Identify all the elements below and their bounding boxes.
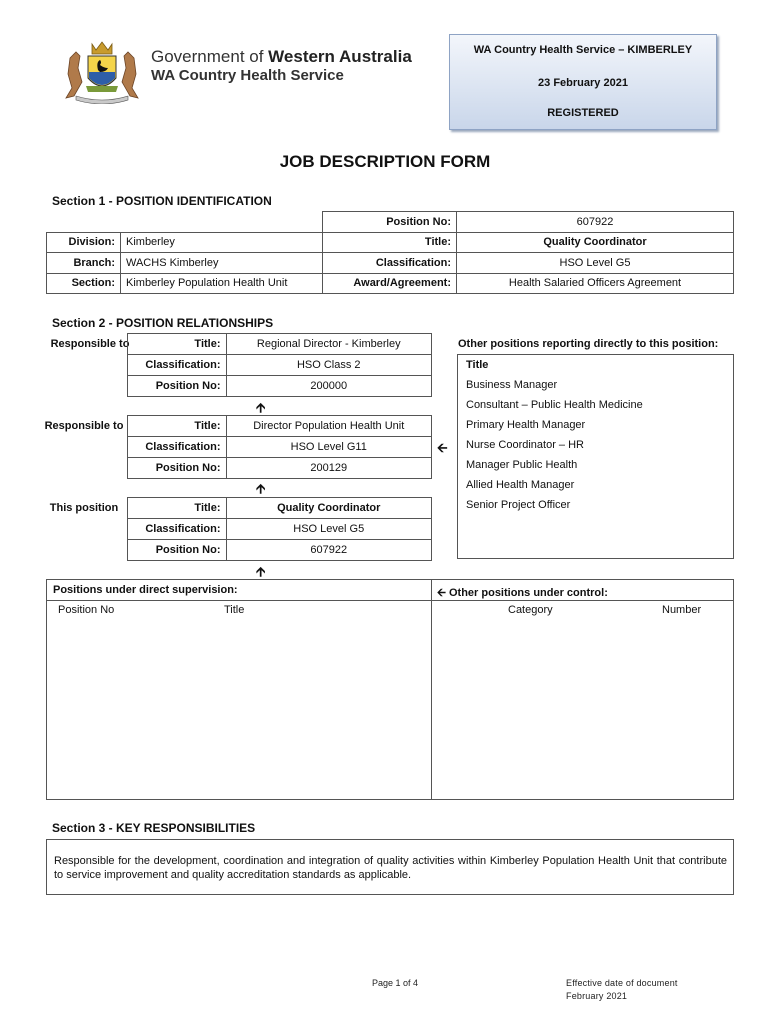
list-item: Senior Project Officer — [466, 499, 571, 511]
other-control-heading: 🡨 Other positions under control: — [437, 587, 608, 599]
rel2-title: Director Population Health Unit — [253, 420, 405, 432]
classification-value: HSO Level G5 — [457, 253, 734, 274]
col-number: Number — [662, 604, 702, 616]
award-value: Health Salaried Officers Agreement — [457, 273, 734, 294]
other-positions-heading: Other positions reporting directly to this position: — [458, 338, 719, 350]
effective-date: Effective date of document February 2021 — [566, 978, 678, 1001]
list-item: Manager Public Health — [466, 459, 578, 471]
position-identification-table — [46, 211, 734, 294]
division-value: Kimberley — [121, 232, 323, 253]
relationship-box-3: Title: Quality Coordinator Classification: HSO Level G5 Position No: 607922 — [127, 497, 432, 561]
rel3-title: Quality Coordinator — [277, 502, 381, 514]
page-number: Page 1 of 4 — [372, 978, 419, 988]
arrow-up-icon: 🡩 — [256, 400, 266, 415]
position-no-label: Position No: — [323, 212, 457, 233]
section1-title: Section 1 - POSITION IDENTIFICATION — [52, 194, 272, 208]
other-positions-col-title: Title — [466, 359, 489, 371]
stamp-service: WA Country Health Service – KIMBERLEY — [473, 44, 693, 56]
other-positions-box — [457, 354, 734, 559]
rel2-classification: HSO Level G11 — [226, 437, 431, 458]
responsible-to-label-1: Responsible to — [50, 338, 130, 350]
government-name: Government of Western Australia — [151, 47, 412, 66]
col-position-no: Position No — [58, 604, 115, 616]
rel3-position-no: 607922 — [226, 539, 431, 560]
key-responsibilities-text: Responsible for the development, coordination and integration of quality activities within Kimberley Population Health Unit that contribute to service improvement and quality accreditation standards as applicable. — [46, 839, 734, 895]
col-title: Title — [224, 604, 245, 616]
rel1-position-no: 200000 — [226, 375, 431, 396]
form-title: JOB DESCRIPTION FORM — [279, 152, 491, 171]
award-label: Award/Agreement: — [323, 273, 457, 294]
title-value: Quality Coordinator — [457, 232, 734, 253]
list-item: Primary Health Manager — [466, 419, 586, 431]
division-label: Division: — [47, 232, 121, 253]
list-item: Business Manager — [466, 379, 558, 391]
arrow-up-icon: 🡩 — [256, 481, 266, 496]
rel1-title: Regional Director - Kimberley — [256, 338, 401, 350]
service-name: WA Country Health Service — [151, 67, 344, 84]
rel3-classification: HSO Level G5 — [226, 519, 431, 540]
rel1-classification: HSO Class 2 — [226, 355, 431, 376]
arrow-up-icon: 🡩 — [256, 564, 266, 579]
arrow-left-icon: 🡨 — [437, 440, 448, 455]
col-category: Category — [508, 604, 553, 616]
section3-title: Section 3 - KEY RESPONSIBILITIES — [52, 821, 256, 835]
list-item: Allied Health Manager — [466, 479, 575, 491]
section-label: Section: — [47, 273, 121, 294]
section-value: Kimberley Population Health Unit — [121, 273, 323, 294]
branch-value: WACHS Kimberley — [121, 253, 323, 274]
branch-label: Branch: — [47, 253, 121, 274]
relationship-box-2: Title: Director Population Health Unit Classification: HSO Level G11 Position No: 200129 — [127, 415, 432, 479]
stamp-status: REGISTERED — [547, 107, 619, 119]
title-label: Title: — [323, 232, 457, 253]
direct-supervision-heading: Positions under direct supervision: — [53, 584, 238, 596]
relationship-box-1: Title: Regional Director - Kimberley Classification: HSO Class 2 Position No: 200000 — [127, 333, 432, 397]
rel2-position-no: 200129 — [226, 457, 431, 478]
list-item: Consultant – Public Health Medicine — [466, 399, 643, 411]
stamp-date: 23 February 2021 — [538, 77, 628, 89]
list-item: Nurse Coordinator – HR — [466, 439, 584, 451]
responsible-to-label-2: Responsible to — [44, 420, 124, 432]
wa-coat-of-arms-icon — [56, 38, 148, 104]
supervision-box — [46, 579, 734, 800]
classification-label: Classification: — [323, 253, 457, 274]
position-no-value: 607922 — [457, 212, 734, 233]
registration-stamp — [449, 34, 717, 130]
section2-title: Section 2 - POSITION RELATIONSHIPS — [52, 316, 274, 330]
this-position-label: This position — [49, 502, 119, 514]
